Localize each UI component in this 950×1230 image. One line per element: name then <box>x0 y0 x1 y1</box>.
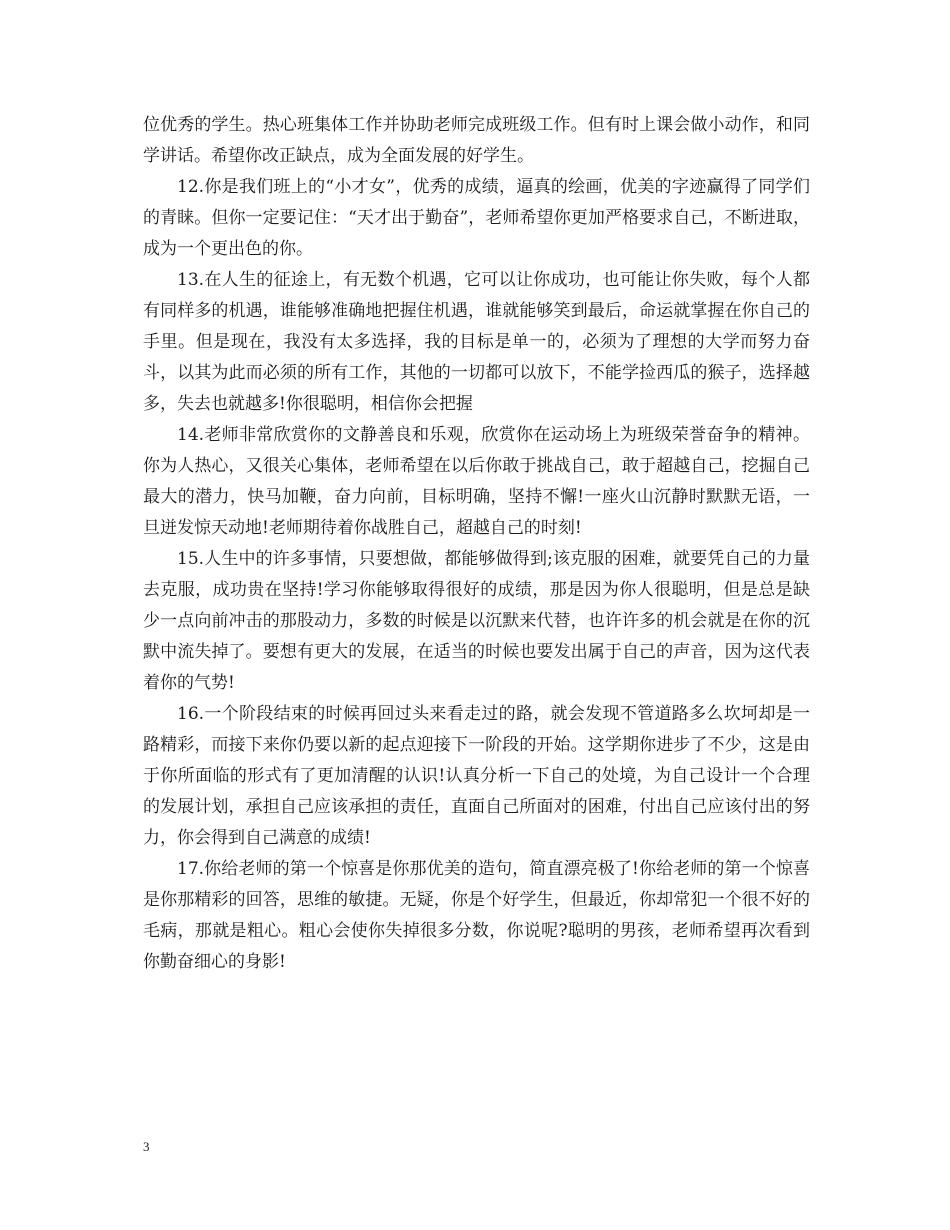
paragraph-16: 16.一个阶段结束的时候再回过头来看走过的路，就会发现不管道路多么坎坷却是一路精彩，而接下来你仍要以新的起点迎接下一阶段的开始。这学期你进步了不少，这是由于你所面临的形式有了更加清醒的认识!认真分析一下自己的处境，为自己设计一个合理的发展计划，承担自己应该承担的责任，直面自己所面对的困难，付出自己应该付出的努力，你会得到自己满意的成绩! <box>143 704 810 848</box>
paragraph-continued: 位优秀的学生。热心班集体工作并协助老师完成班级工作。但有时上课会做小动作，和同学讲话。希望你改正缺点，成为全面发展的好学生。 <box>143 115 810 166</box>
paragraph-12: 12.你是我们班上的“小才女”，优秀的成绩，逼真的绘画，优美的字迹赢得了同学们的青睐。但你一定要记住：“天才出于勤奋”，老师希望你更加严格要求自己，不断进取，成为一个更出色的你。 <box>143 177 810 259</box>
paragraph-17: 17.你给老师的第一个惊喜是你那优美的造句，简直漂亮极了!你给老师的第一个惊喜是你那精彩的回答，思维的敏捷。无疑，你是个好学生，但最近，你却常犯一个很不好的毛病，那就是粗心。粗心会使你失掉很多分数，你说呢?聪明的男孩，老师希望再次看到你勤奋细心的身影! <box>143 859 810 972</box>
document-body <box>143 110 810 978</box>
paragraph-15: 15.人生中的许多事情，只要想做，都能够做得到;该克服的困难，就要凭自己的力量去克服，成功贵在坚持!学习你能够取得很好的成绩，那是因为你人很聪明，但是总是缺少一点向前冲击的那股动力，多数的时候是以沉默来代替，也许许多的机会就是在你的沉默中流失掉了。要想有更大的发展，在适当的时候也要发出属于自己的声音，因为这代表着你的气势! <box>143 549 810 693</box>
paragraph-14: 14.老师非常欣赏你的文静善良和乐观，欣赏你在运动场上为班级荣誉奋争的精神。你为人热心，又很关心集体，老师希望在以后你敢于挑战自己，敢于超越自己，挖掘自己最大的潜力，快马加鞭，奋力向前，目标明确，坚持不懈!一座火山沉静时默默无语，一旦迸发惊天动地!老师期待着你战胜自己，超越自己的时刻! <box>143 425 810 538</box>
page-number: 3 <box>143 1139 150 1154</box>
paragraph-13: 13.在人生的征途上，有无数个机遇，它可以让你成功，也可能让你失败，每个人都有同样多的机遇，谁能够准确地把握住机遇，谁就能够笑到最后，命运就掌握在你自己的手里。但是现在，我没有太多选择，我的目标是单一的，必须为了理想的大学而努力奋斗，以其为此而必须的所有工作，其他的一切都可以放下，不能学捡西瓜的猴子，选择越多，失去也就越多!你很聪明，相信你会把握 <box>143 270 810 414</box>
